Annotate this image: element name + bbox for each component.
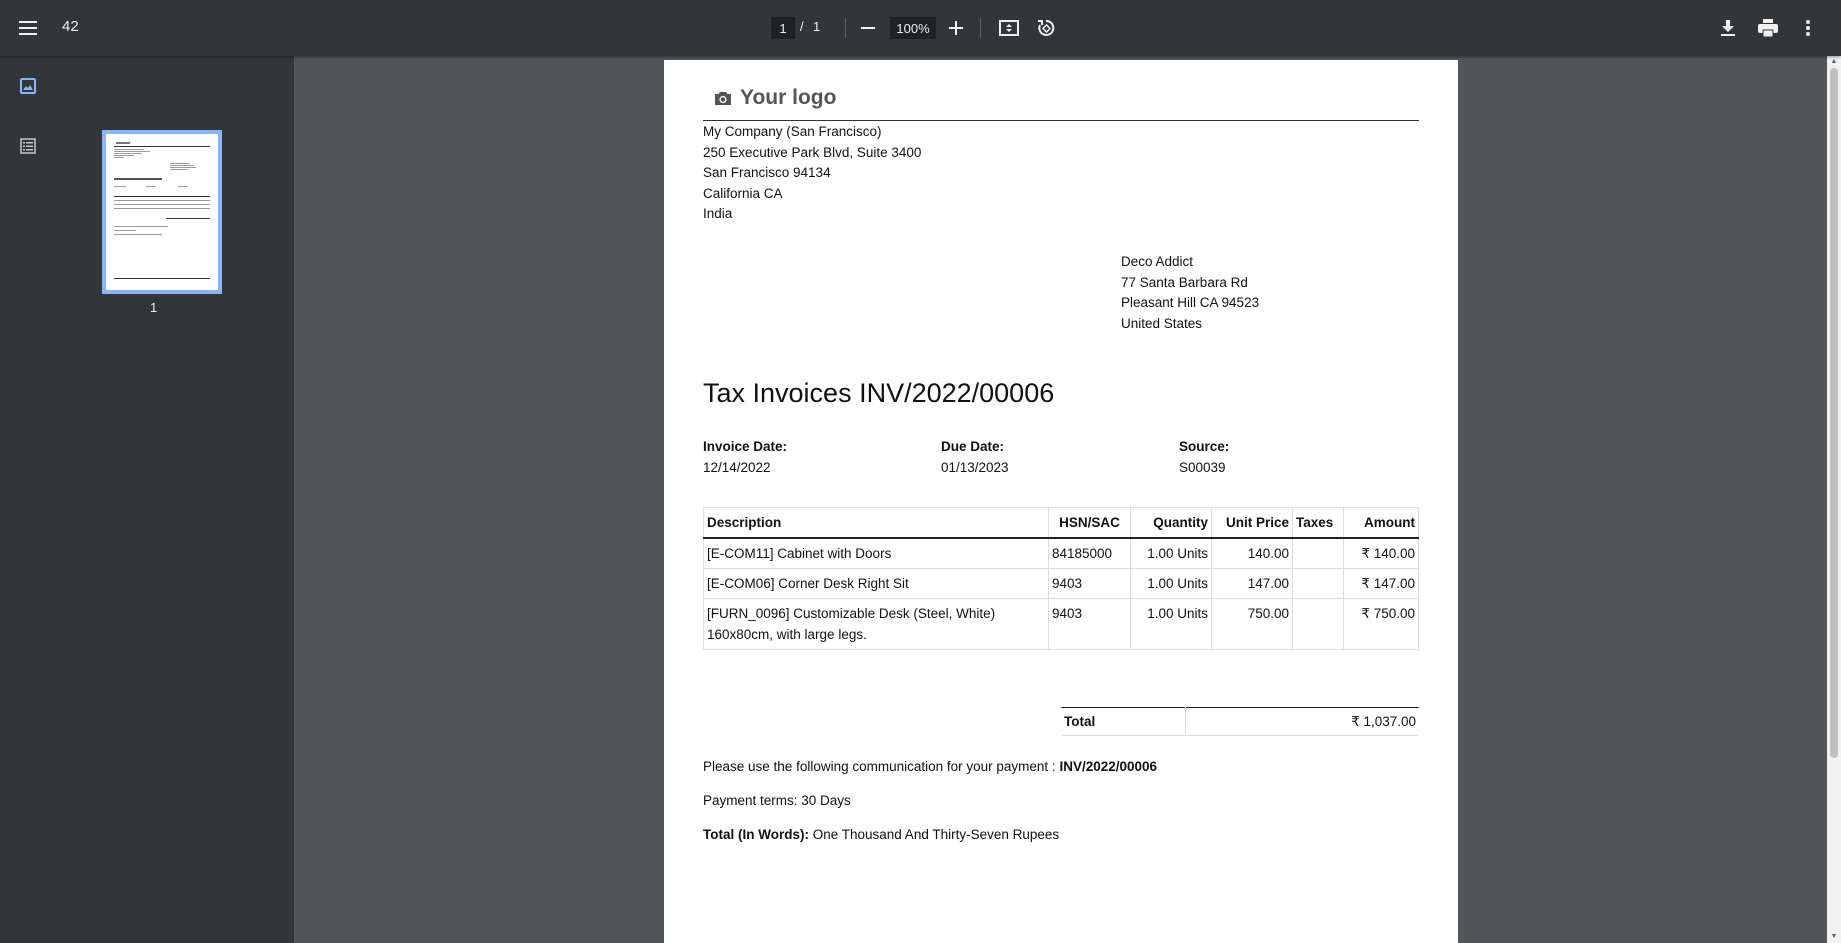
due-date-label: Due Date: <box>941 439 1005 454</box>
company-name: My Company (San Francisco) <box>703 124 882 139</box>
company-address <box>703 122 921 225</box>
print-button[interactable] <box>1752 12 1784 44</box>
pdf-toolbar <box>0 0 1841 56</box>
row-unit-price: 750.00 <box>1212 598 1293 649</box>
row-unit-price: 147.00 <box>1212 568 1293 598</box>
page-separator: / <box>800 19 804 34</box>
image-icon <box>20 78 36 94</box>
table-header-row <box>704 508 1419 538</box>
payment-communication <box>703 759 1157 774</box>
invoice-lines-table <box>703 507 1419 650</box>
row-hsn: 9403 <box>1049 568 1131 598</box>
download-button[interactable] <box>1712 12 1744 44</box>
pdf-page <box>664 60 1458 943</box>
plus-icon <box>949 21 963 35</box>
row-amount: ₹ 140.00 <box>1344 538 1419 569</box>
rotate-icon <box>1037 19 1055 37</box>
table-row <box>704 538 1419 569</box>
customer-country: United States <box>1121 315 1203 331</box>
thumbnail-preview <box>112 140 212 284</box>
header-rule <box>703 120 1419 121</box>
row-taxes <box>1293 568 1344 598</box>
row-description-line2: 160x80cm, with large legs. <box>707 626 867 642</box>
total-value: ₹ 1,037.00 <box>1185 708 1419 736</box>
row-quantity: 1.00 Units <box>1131 598 1212 649</box>
row-quantity: 1.00 Units <box>1131 538 1212 569</box>
customer-city: Pleasant Hill CA 94523 <box>1121 295 1260 310</box>
row-unit-price: 140.00 <box>1212 538 1293 569</box>
row-taxes <box>1293 598 1344 649</box>
hamburger-menu-icon <box>19 21 37 35</box>
row-description <box>704 598 1049 649</box>
invoice-date-label: Invoice Date: <box>703 439 788 454</box>
fit-to-page-icon <box>999 20 1019 36</box>
source-value: S00039 <box>1179 460 1226 475</box>
page-number-input[interactable] <box>771 17 795 39</box>
total-in-words-value: One Thousand And Thirty-Seven Rupees <box>808 827 1060 842</box>
minus-icon <box>861 27 875 29</box>
company-logo <box>714 86 836 110</box>
table-row <box>704 568 1419 598</box>
outline-view-button[interactable] <box>16 134 40 158</box>
toolbar-divider <box>845 18 846 38</box>
customer-name: Deco Addict <box>1121 254 1194 269</box>
col-hsn: HSN/SAC <box>1049 508 1131 538</box>
menu-button[interactable] <box>12 12 44 44</box>
payment-terms: Payment terms: 30 Days <box>703 793 851 808</box>
payment-reference: INV/2022/00006 <box>1059 759 1158 774</box>
total-in-words <box>703 827 1059 842</box>
zoom-input[interactable] <box>890 17 936 39</box>
row-amount: ₹ 750.00 <box>1344 598 1419 649</box>
company-street: 250 Executive Park Blvd, Suite 3400 <box>703 144 922 160</box>
col-unit-price: Unit Price <box>1212 508 1293 538</box>
row-hsn: 9403 <box>1049 598 1131 649</box>
invoice-title: Tax Invoices INV/2022/00006 <box>703 378 1055 408</box>
row-quantity: 1.00 Units <box>1131 568 1212 598</box>
row-description-line1: [FURN_0096] Customizable Desk (Steel, White) <box>707 605 996 621</box>
more-options-button[interactable] <box>1792 12 1824 44</box>
vertical-scrollbar[interactable] <box>1827 56 1841 943</box>
thumbnail-sidebar <box>0 56 294 943</box>
col-description: Description <box>704 508 1049 538</box>
thumbnails-view-button[interactable] <box>16 74 40 98</box>
camera-icon <box>714 91 732 106</box>
total-in-words-label: Total (In Words): <box>703 827 809 842</box>
source-block <box>1179 436 1229 478</box>
download-icon <box>1721 20 1735 36</box>
row-description: [E-COM11] Cabinet with Doors <box>704 538 1049 569</box>
document-viewer[interactable] <box>294 56 1827 943</box>
rotate-button[interactable] <box>1030 12 1062 44</box>
payment-communication-text: Please use the following communication for your payment : <box>703 759 1060 774</box>
thumbnail-page-number: 1 <box>150 300 158 315</box>
customer-street: 77 Santa Barbara Rd <box>1121 274 1248 290</box>
company-city: San Francisco 94134 <box>703 165 831 180</box>
source-label: Source: <box>1179 439 1230 454</box>
due-date-block <box>941 436 1009 478</box>
more-vert-icon <box>1806 20 1810 36</box>
page-total: 1 <box>813 19 821 34</box>
logo-text: Your logo <box>740 86 837 109</box>
col-taxes: Taxes <box>1293 508 1344 538</box>
row-taxes <box>1293 538 1344 569</box>
toolbar-divider <box>980 18 981 38</box>
printer-icon <box>1758 19 1778 37</box>
col-quantity: Quantity <box>1131 508 1212 538</box>
list-icon <box>20 138 36 154</box>
zoom-in-button[interactable] <box>940 12 972 44</box>
total-row <box>1061 708 1419 736</box>
total-label: Total <box>1061 708 1185 736</box>
totals-table <box>1061 707 1419 736</box>
row-hsn: 84185000 <box>1049 538 1131 569</box>
table-row <box>704 598 1419 649</box>
scrollbar-thumb[interactable] <box>1830 68 1838 758</box>
company-country: India <box>703 206 733 221</box>
invoice-date-value: 12/14/2022 <box>703 460 771 475</box>
scroll-down-arrow-icon[interactable]: ▼ <box>1830 933 1838 940</box>
row-amount: ₹ 147.00 <box>1344 568 1419 598</box>
invoice-date-block <box>703 436 787 478</box>
customer-address <box>1121 252 1259 334</box>
page-thumbnail[interactable] <box>102 130 222 294</box>
scroll-up-arrow-icon[interactable]: ▲ <box>1830 58 1838 65</box>
company-state: California CA <box>703 185 783 201</box>
zoom-out-button[interactable] <box>852 12 884 44</box>
due-date-value: 01/13/2023 <box>941 460 1009 475</box>
row-description: [E-COM06] Corner Desk Right Sit <box>704 568 1049 598</box>
fit-page-button[interactable] <box>993 12 1025 44</box>
col-amount: Amount <box>1344 508 1419 538</box>
document-title: 42 <box>62 18 79 35</box>
